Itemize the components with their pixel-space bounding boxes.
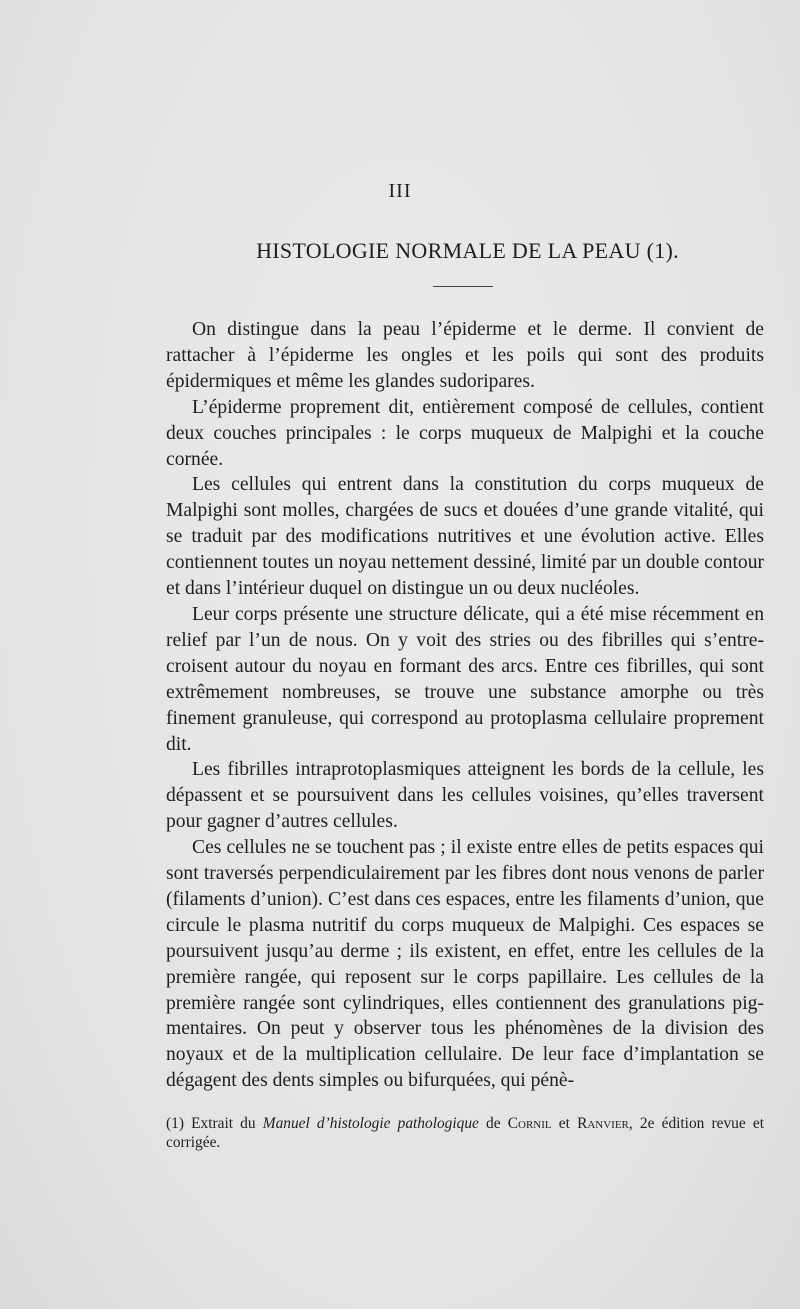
section-title: HISTOLOGIE NORMALE DE LA PEAU (1). <box>256 238 679 263</box>
footnote-text: Extrait du <box>183 1115 263 1132</box>
footnote-author: Ranvier <box>577 1115 629 1132</box>
paragraph: Les cellules qui entrent dans la constitution du corps muqueux de Malpighi sont molles, chargées de sucs et douées d’une grande vitalité, qui se traduit par des modifications nutritives et une évolution active. Elles contiennent toutes un noyau nettement dessiné, limité par un double contour et dans l’intérieur duquel on distingue un ou deux nucléoles. <box>166 474 765 600</box>
paragraph: Les fibrilles intraprotoplasmiques atteignent les bords de la cellule, les dépassent et se poursuivent dans les cellules voisines, qu’elles traversent pour gagner d’autres cellules. <box>166 759 764 833</box>
footnote-marker: (1) <box>166 1115 184 1132</box>
paragraph: On distingue dans la peau l’épiderme et le derme. Il convient de rattacher à l’épiderme les ongles et les poils qui sont des produits épidermiques et même les glandes sudoripares. <box>166 319 764 392</box>
paragraph: L’épiderme proprement dit, entièrement composé de cellules, contient deux couches principales : le corps muqueux de Malpighi et la couche cornée. <box>166 396 764 470</box>
footnote-work-title: Manuel d’histologie pathologique <box>262 1115 479 1132</box>
footnote-text: , 2e édition revue et corrigée. <box>166 1115 764 1151</box>
body-text <box>166 317 764 1094</box>
footnote-text: et <box>551 1115 578 1132</box>
footnote <box>166 1114 764 1152</box>
section-number: III <box>388 180 412 202</box>
paragraph: Ces cellules ne se touchent pas ; il existe entre elles de petits espaces qui sont traversés perpendiculairement par les fibres dont nous venons de parler (filaments d’union). C’est dans ces espaces, entre les filaments d’union, que circule le plasma nutritif du corps muqueux de Malpighi. Ces espaces se poursuivent jusqu’au derme ; ils existent, en effet, entre les cellules de la première rangée, qui reposent sur le corps papillaire. Les cellules de la première rangée sont cylindriques, elles contiennent des granulations pigmentaires. On peut y observer tous les phénomènes de la division des noyaux et de la multiplication cellulaire. De leur face d’implantation se dégagent des dents simples ou bifurquées, qui pénè- <box>166 837 764 1092</box>
footnote-text: de <box>478 1115 508 1132</box>
paragraph: Leur corps présente une structure délicate, qui a été mise récemment en relief par l’un de nous. On y voit des stries ou des fibrilles qui s’entre-croisent autour du noyau en formant des arcs. Entre ces fibrilles, qui sont extrêmement nombreuses, se trouve une substance amorphe ou très finement granuleuse, qui correspond au protoplasma cellulaire proprement dit. <box>166 603 764 755</box>
title-divider <box>433 286 493 287</box>
footnote-author: Cornil <box>507 1115 552 1132</box>
